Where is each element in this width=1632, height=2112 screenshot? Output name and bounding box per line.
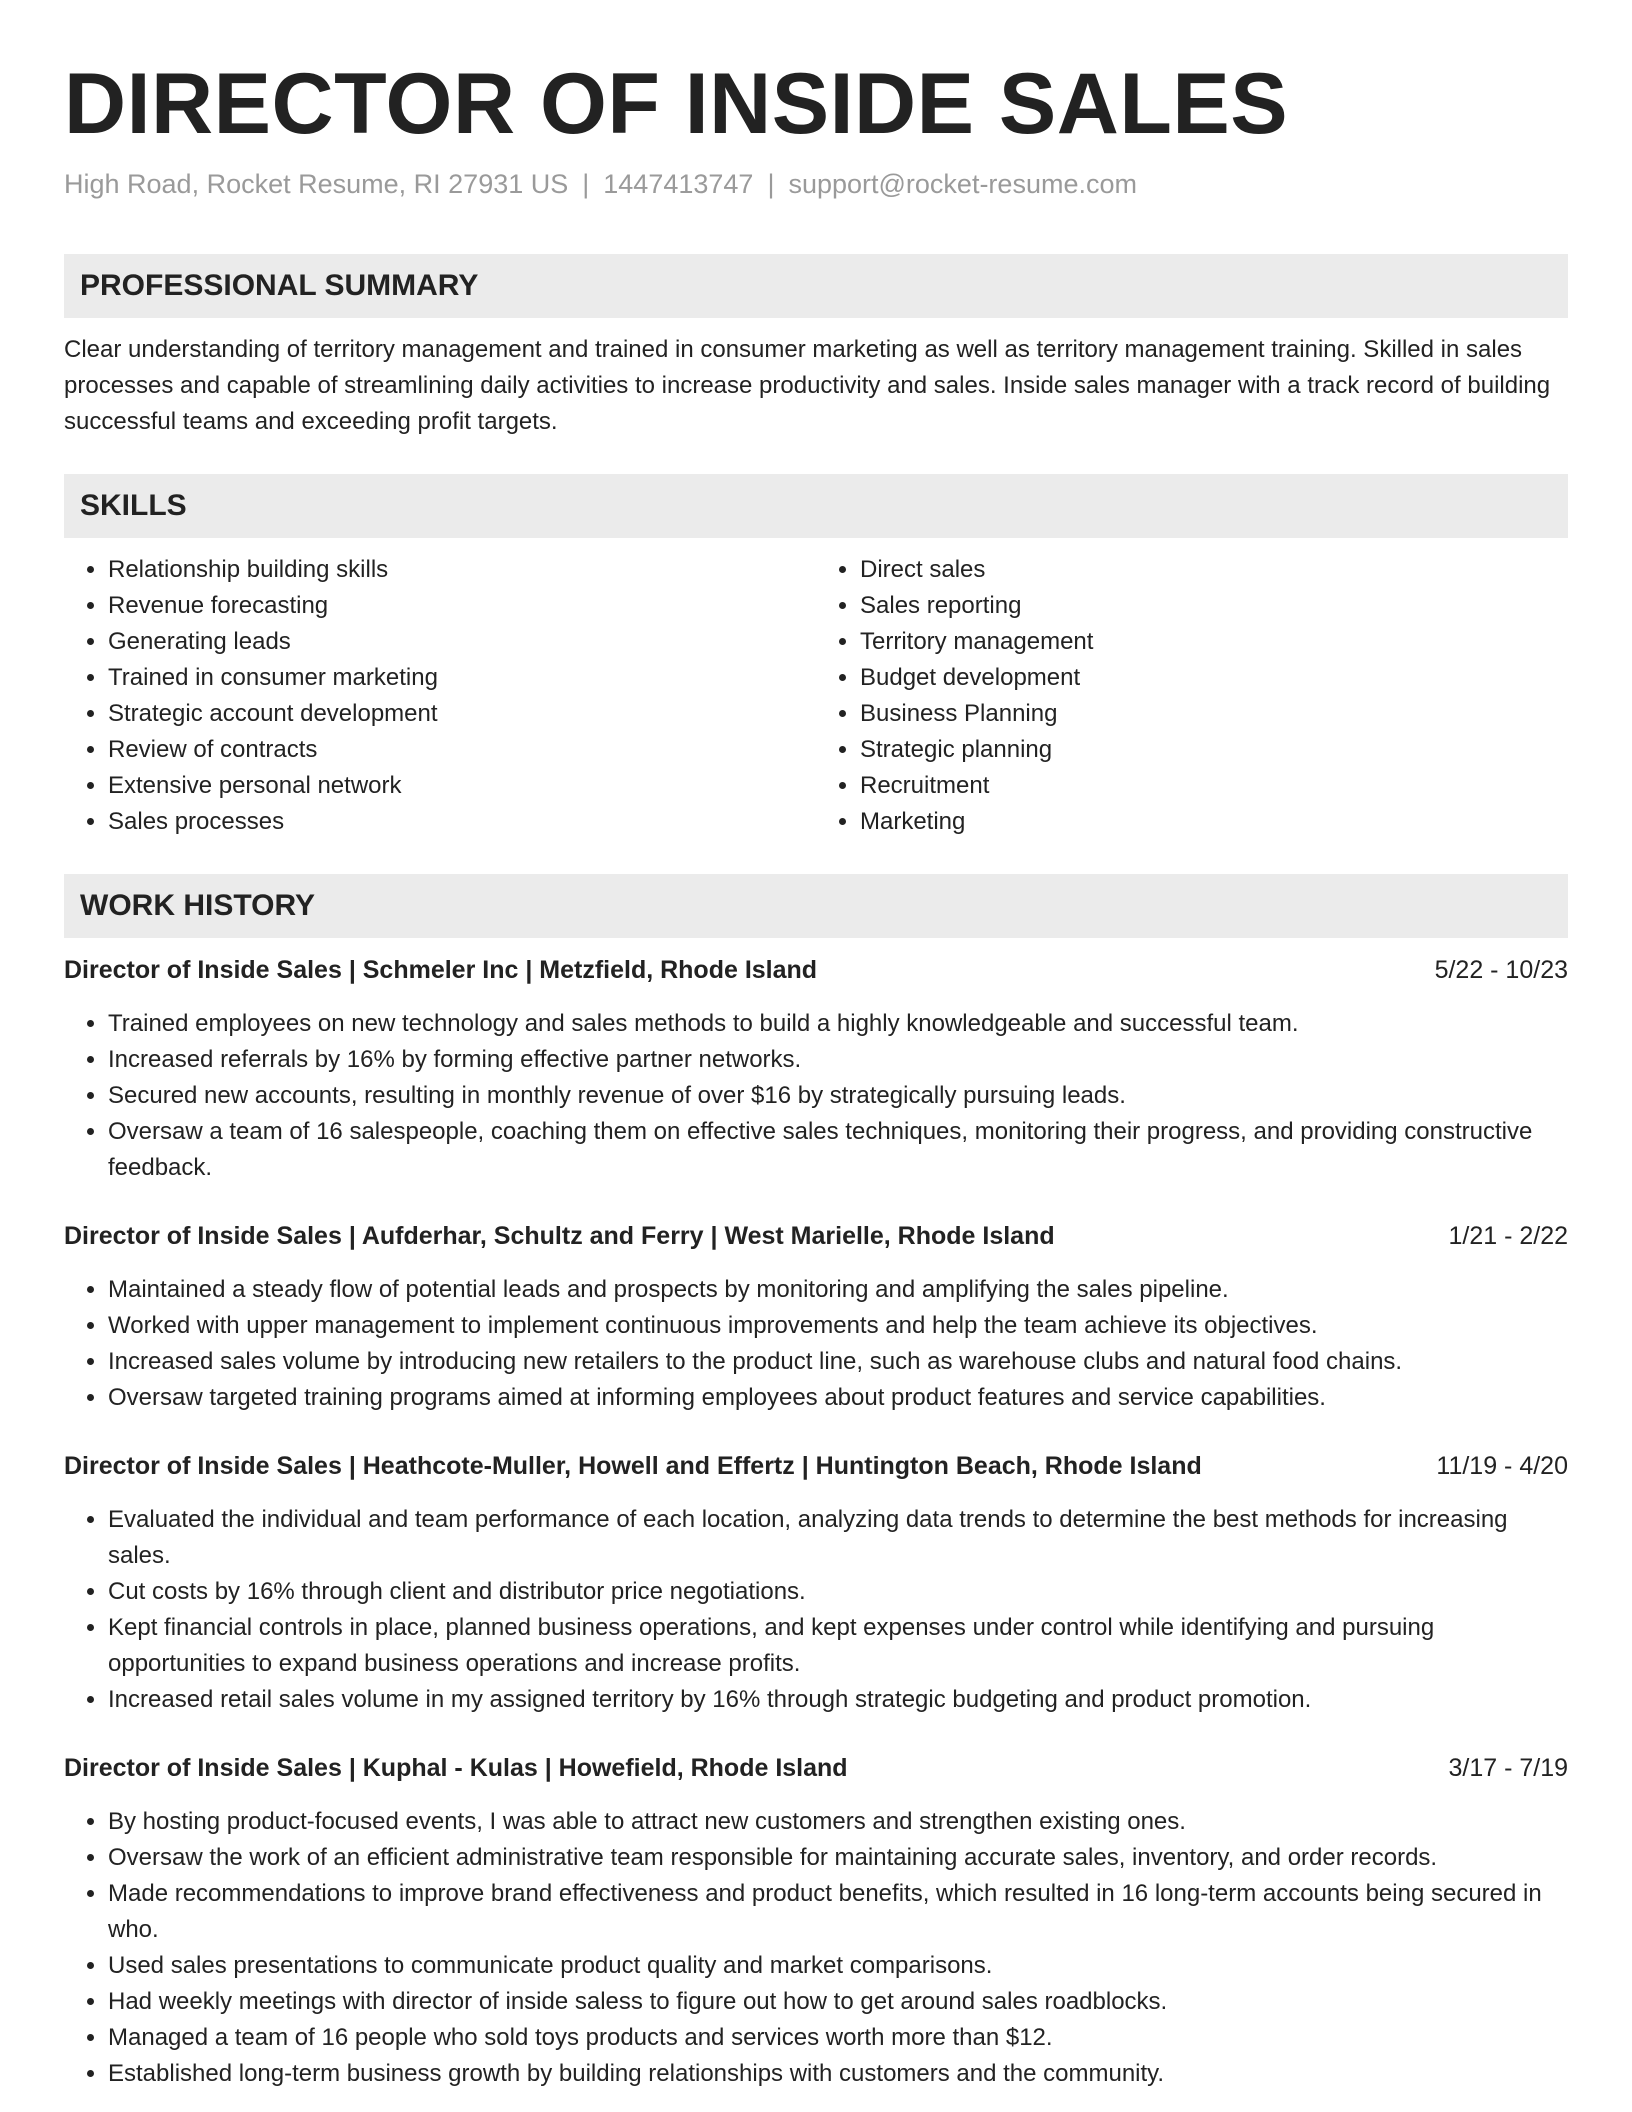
skill-item: • Business Planning bbox=[860, 696, 1568, 732]
skill-item: • Trained in consumer marketing bbox=[108, 660, 816, 696]
job-title: Director of Inside Sales | Heathcote-Muller, Howell and Effertz | Huntington Beach, Rhode Island bbox=[64, 1452, 1202, 1480]
skill-item: • Budget development bbox=[860, 660, 1568, 696]
contact-line bbox=[64, 166, 1568, 202]
job-bullet: • Cut costs by 16% through client and distributor price negotiations. bbox=[108, 1574, 1568, 1610]
job-entry bbox=[64, 952, 1568, 1186]
job-dates: 11/19 - 4/20 bbox=[1436, 1452, 1568, 1480]
section-heading-skills: SKILLS bbox=[64, 474, 1568, 538]
skill-item: • Sales reporting bbox=[860, 588, 1568, 624]
job-bullet: • Evaluated the individual and team performance of each location, analyzing data trends to determine the best methods for increasing sales. bbox=[108, 1502, 1568, 1574]
job-bullet-list bbox=[64, 1502, 1568, 1718]
job-title: Director of Inside Sales | Kuphal - Kulas | Howefield, Rhode Island bbox=[64, 1754, 848, 1782]
job-entry bbox=[64, 1448, 1568, 1718]
job-bullet: • Trained employees on new technology and sales methods to build a highly knowledgeable and successful team. bbox=[108, 1006, 1568, 1042]
skill-item: • Marketing bbox=[860, 804, 1568, 840]
job-bullet: • Secured new accounts, resulting in monthly revenue of over $16 by strategically pursuing leads. bbox=[108, 1078, 1568, 1114]
contact-separator: | bbox=[582, 169, 590, 199]
job-header bbox=[64, 1750, 1568, 1786]
job-title: Director of Inside Sales | Schmeler Inc | Metzfield, Rhode Island bbox=[64, 956, 818, 984]
job-header bbox=[64, 1448, 1568, 1484]
contact-address: High Road, Rocket Resume, RI 27931 US bbox=[64, 169, 569, 199]
skill-item: • Direct sales bbox=[860, 552, 1568, 588]
contact-separator: | bbox=[767, 169, 775, 199]
skill-item: • Recruitment bbox=[860, 768, 1568, 804]
skills-list bbox=[64, 552, 1568, 840]
job-dates: 5/22 - 10/23 bbox=[1434, 956, 1568, 984]
job-bullet: • By hosting product-focused events, I was able to attract new customers and strengthen existing ones. bbox=[108, 1804, 1568, 1840]
job-bullet: • Made recommendations to improve brand effectiveness and product benefits, which resulted in 16 long-term accounts being secured in who. bbox=[108, 1876, 1568, 1948]
job-bullet-list bbox=[64, 1006, 1568, 1186]
summary-paragraph: Clear understanding of territory management and trained in consumer marketing as well as territory management training. Skilled in sales processes and capable of streamlining daily activities to increase productivity and sales. Inside sales manager with a track record of building successful teams and exceeding profit targets. bbox=[64, 336, 1551, 435]
job-bullet: • Oversaw targeted training programs aimed at informing employees about product features and service capabilities. bbox=[108, 1380, 1568, 1416]
job-bullet: • Increased retail sales volume in my assigned territory by 16% through strategic budgeting and product promotion. bbox=[108, 1682, 1568, 1718]
skill-item: • Strategic planning bbox=[860, 732, 1568, 768]
skill-item: • Extensive personal network bbox=[108, 768, 816, 804]
job-bullet: • Established long-term business growth by building relationships with customers and the community. bbox=[108, 2056, 1568, 2092]
contact-email: support@rocket-resume.com bbox=[788, 169, 1137, 199]
job-bullet: • Increased referrals by 16% by forming effective partner networks. bbox=[108, 1042, 1568, 1078]
contact-phone: 1447413747 bbox=[603, 169, 754, 199]
job-bullet: • Oversaw the work of an efficient administrative team responsible for maintaining accurate sales, inventory, and order records. bbox=[108, 1840, 1568, 1876]
section-heading-work-history: WORK HISTORY bbox=[64, 874, 1568, 938]
job-title: Director of Inside Sales | Aufderhar, Schultz and Ferry | West Marielle, Rhode Island bbox=[64, 1222, 1055, 1250]
resume-name-heading: DIRECTOR OF INSIDE SALES bbox=[64, 56, 1289, 152]
job-header bbox=[64, 1218, 1568, 1254]
skill-item: • Strategic account development bbox=[108, 696, 816, 732]
job-bullet: • Oversaw a team of 16 salespeople, coaching them on effective sales techniques, monitoring their progress, and providing constructive feedback. bbox=[108, 1114, 1568, 1186]
skills-column-right bbox=[816, 552, 1568, 840]
section-heading-summary: PROFESSIONAL SUMMARY bbox=[64, 254, 1568, 318]
job-bullet-list bbox=[64, 1804, 1568, 2092]
job-bullet: • Increased sales volume by introducing new retailers to the product line, such as warehouse clubs and natural food chains. bbox=[108, 1344, 1568, 1380]
skill-item: • Relationship building skills bbox=[108, 552, 816, 588]
job-header bbox=[64, 952, 1568, 988]
job-bullet: • Maintained a steady flow of potential leads and prospects by monitoring and amplifying the sales pipeline. bbox=[108, 1272, 1568, 1308]
job-bullet: • Used sales presentations to communicate product quality and market comparisons. bbox=[108, 1948, 1568, 1984]
job-bullet: • Worked with upper management to implement continuous improvements and help the team achieve its objectives. bbox=[108, 1308, 1568, 1344]
skill-item: • Generating leads bbox=[108, 624, 816, 660]
skills-column-left bbox=[64, 552, 816, 840]
job-bullet: • Managed a team of 16 people who sold toys products and services worth more than $12. bbox=[108, 2020, 1568, 2056]
skill-item: • Territory management bbox=[860, 624, 1568, 660]
job-dates: 1/21 - 2/22 bbox=[1448, 1222, 1568, 1250]
job-entry bbox=[64, 1218, 1568, 1416]
skill-item: • Review of contracts bbox=[108, 732, 816, 768]
skill-item: • Revenue forecasting bbox=[108, 588, 816, 624]
skill-item: • Sales processes bbox=[108, 804, 816, 840]
job-dates: 3/17 - 7/19 bbox=[1448, 1754, 1568, 1782]
job-entry bbox=[64, 1750, 1568, 2092]
job-bullet: • Had weekly meetings with director of inside saless to figure out how to get around sales roadblocks. bbox=[108, 1984, 1568, 2020]
job-bullet: • Kept financial controls in place, planned business operations, and kept expenses under control while identifying and pursuing opportunities to expand business operations and increase profits. bbox=[108, 1610, 1568, 1682]
job-bullet-list bbox=[64, 1272, 1568, 1416]
